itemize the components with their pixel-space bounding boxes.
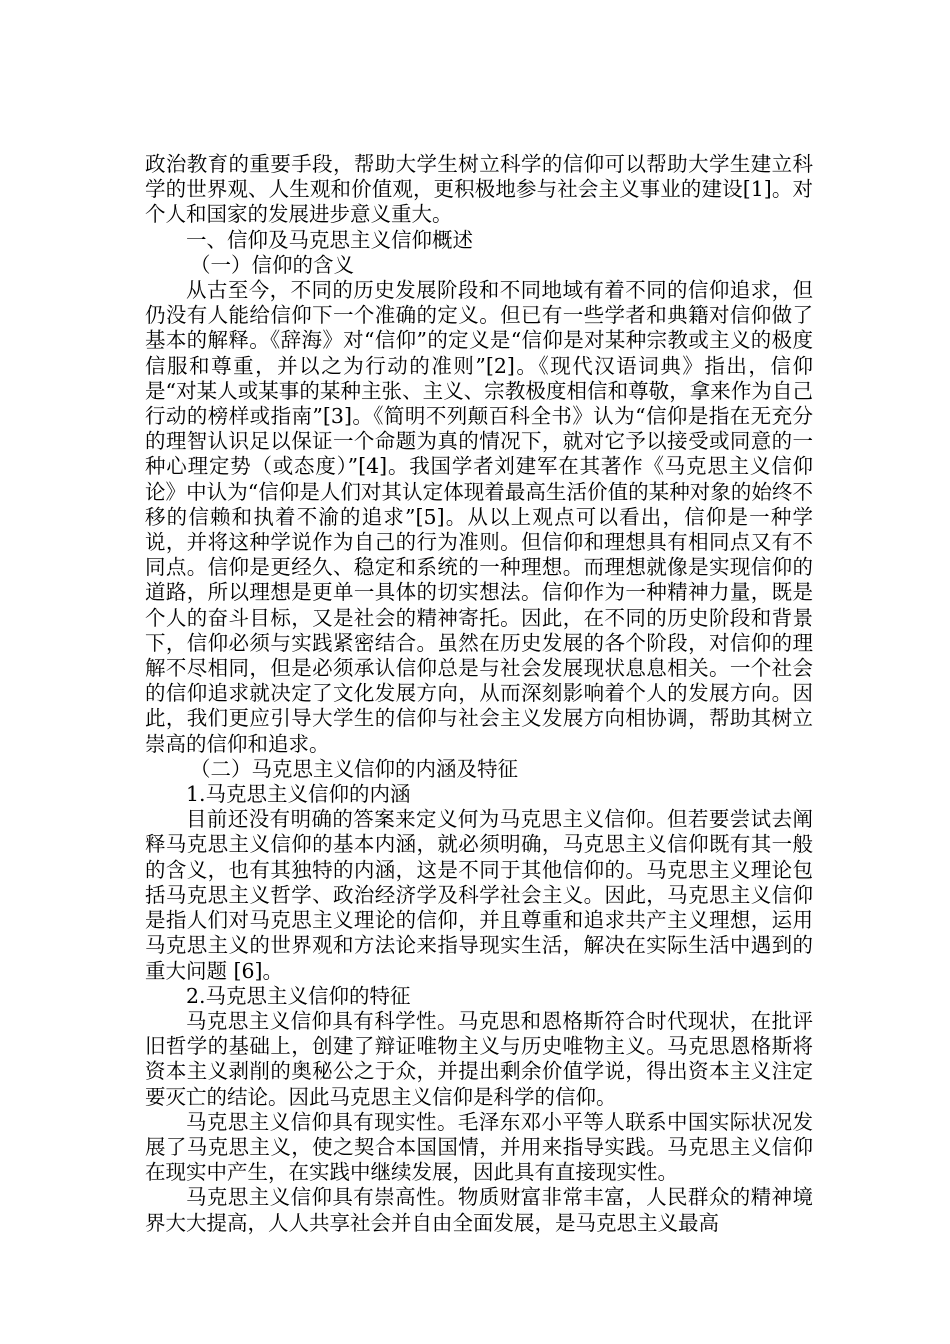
paragraph-scientific-nature: 马克思主义信仰具有科学性。马克思和恩格斯符合时代现状，在批评旧哲学的基础上，创建了辩证唯物主义与历史唯物主义。马克思恩格斯将资本主义剥削的奥秘公之于众，并提出剩余价值学说，得出资本主义注定要灭亡的结论。因此马克思主义信仰是科学的信仰。 xyxy=(145,1008,813,1109)
subsection-heading-1: （一）信仰的含义 xyxy=(190,252,354,277)
subsection-heading-2: （二）马克思主义信仰的内涵及特征 xyxy=(190,756,518,781)
section-heading-1: 一、信仰及马克思主义信仰概述 xyxy=(186,227,473,252)
document-page xyxy=(145,152,813,1236)
paragraph-marxist-connotation: 目前还没有明确的答案来定义何为马克思主义信仰。但若要尝试去阐释马克思主义信仰的基本内涵，就必须明确，马克思主义信仰既有其一般的含义，也有其独特的内涵，这是不同于其他信仰的。马克思主义理论包括马克思主义哲学、政治经济学及科学社会主义。因此，马克思主义信仰是指人们对马克思主义理论的信仰，并且尊重和追求共产主义理想，运用马克思主义的世界观和方法论来指导现实生活，解决在实际生活中遇到的重大问题 [6]。 xyxy=(145,807,813,983)
sub-subsection-heading-1: 1.马克思主义信仰的内涵 xyxy=(186,782,411,807)
paragraph-intro-continued: 政治教育的重要手段，帮助大学生树立科学的信仰可以帮助大学生建立科学的世界观、人生观和价值观，更积极地参与社会主义事业的建设[1]。对个人和国家的发展进步意义重大。 xyxy=(145,152,813,227)
paragraph-practical-nature: 马克思主义信仰具有现实性。毛泽东邓小平等人联系中国实际状况发展了马克思主义，使之契合本国国情，并用来指导实践。马克思主义信仰在现实中产生，在实践中继续发展，因此具有直接现实性。 xyxy=(145,1109,813,1185)
paragraph-belief-definition: 从古至今，不同的历史发展阶段和不同地域有着不同的信仰追求，但仍没有人能给信仰下一个准确的定义。但已有一些学者和典籍对信仰做了基本的解释。《辞海》对“信仰”的定义是“信仰是对某种宗教或主义的极度信服和尊重，并以之为行动的准则”[2]。《现代汉语词典》指出，信仰是“对某人或某事的某种主张、主义、宗教极度相信和尊敬，拿来作为自己行动的榜样或指南”[3]。《简明不列颠百科全书》认为“信仰是指在无充分的理智认识足以保证一个命题为真的情况下，就对它予以接受或同意的一种心理定势（或态度）”[4]。我国学者刘建军在其著作《马克思主义信仰论》中认为“信仰是人们对其认定体现着最高生活价值的某种对象的始终不移的信赖和执着不渝的追求”[5]。从以上观点可以看出，信仰是一种学说，并将这种学说作为自己的行为准则。但信仰和理想具有相同点又有不同点。信仰是更经久、稳定和系统的一种理想。而理想就像是实现信仰的道路，所以理想是更单一具体的切实想法。信仰作为一种精神力量，既是个人的奋斗目标，又是社会的精神寄托。因此，在不同的历史阶段和背景下，信仰必须与实践紧密结合。虽然在历史发展的各个阶段，对信仰的理解不尽相同，但是必须承认信仰总是与社会发展现状息息相关。一个社会的信仰追求就决定了文化发展方向，从而深刻影响着个人的发展方向。因此，我们更应引导大学生的信仰与社会主义发展方向相协调，帮助其树立崇高的信仰和追求。 xyxy=(145,278,813,756)
sub-subsection-heading-2: 2.马克思主义信仰的特征 xyxy=(186,983,411,1008)
paragraph-lofty-nature: 马克思主义信仰具有崇高性。物质财富非常丰富，人民群众的精神境界大大提高，人人共享社会并自由全面发展，是马克思主义最高 xyxy=(145,1185,813,1235)
